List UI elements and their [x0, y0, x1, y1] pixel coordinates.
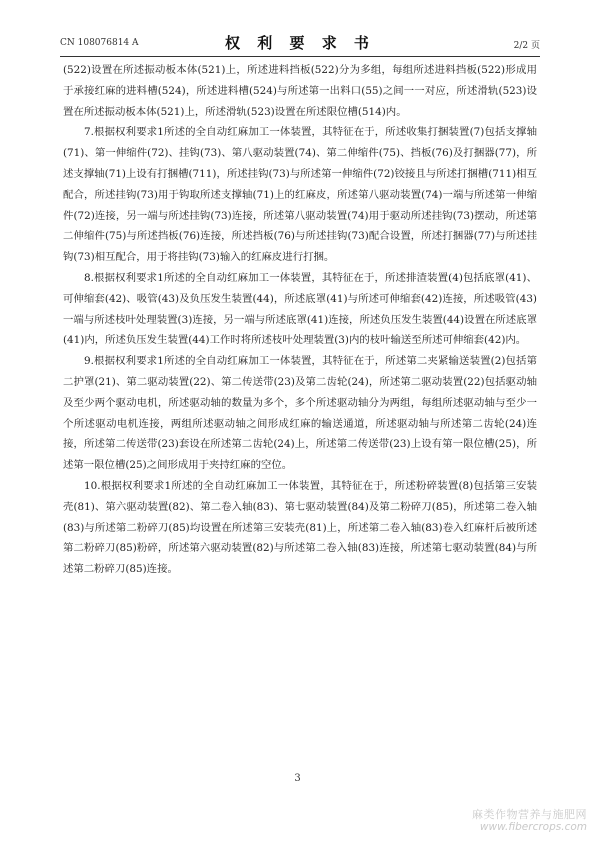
- claim-6-continuation: (522)设置在所述振动板本体(521)上，所述进料挡板(522)分为多组，每组所述进料挡板(522)形成用于承接红麻的进料槽(524)，所述进料槽(524)与所述第一出料口(55)之间一一对应，所述滑轨(523)设置在所述振动板本体(521)上，所述滑轨(523)设置在所述限位槽(514)内。: [63, 64, 537, 118]
- claim-9: 9.根据权利要求1所述的全自动红麻加工一体装置，其特征在于，所述第二夹紧输送装置(2)包括第二护罩(21)、第二驱动装置(22)、第二传送带(23)及第二齿轮(24)，所述第二驱动装置(22)包括驱动轴及至少两个驱动电机，所述驱动轴的数量为多个，多个所述驱动轴分为两组，每组所述驱动轴与至少一个所述驱动电机连接，两组所述驱动轴之间形成红麻的输送通道，所述驱动轴与所述第二齿轮(24)连接，所述第二传送带(23)套设在所述第二齿轮(24)上，所述第二传送带(23)上设有第一限位槽(25)，所述第一限位槽(25)之间形成用于夹持红麻的空位。: [63, 355, 537, 472]
- page-number: 3: [294, 773, 301, 784]
- watermark-url: www.fibercrops.com: [479, 821, 587, 833]
- page-indicator: 2/2 页: [513, 41, 540, 51]
- page-header: [60, 30, 540, 57]
- document-title: 权 利 要 求 书: [225, 34, 375, 52]
- claim-7: 7.根据权利要求1所述的全自动红麻加工一体装置，其特征在于，所述收集打捆装置(7)包括支撑轴(71)、第一伸缩件(72)、挂钩(73)、第八驱动装置(74)、第二伸缩件(75)、挡板(76)及打捆器(77)，所述支撑轴(71)上设有打捆槽(711)，所述挂钩(73)与所述第一伸缩件(72)铰接且与所述打捆槽(711)相互配合，所述挂钩(73)用于钩取所述支撑轴(71)上的红麻皮，所述第八驱动装置(74)一端与所述第一伸缩件(72)连接，另一端与所述挂钩(73)连接，所述第八驱动装置(74)用于驱动所述挂钩(73)摆动，所述第二伸缩件(75)与所述挡板(76)连接，所述挡板(76)与所述挂钩(73)配合设置，所述打捆器(77)与所述挂钩(73)相互配合，用于将挂钩(73)输入的红麻皮进行打捆。: [63, 126, 537, 264]
- patent-number: CN 108076814 A: [60, 38, 139, 48]
- claims-body: [63, 60, 537, 580]
- watermark-site-name: 麻类作物营养与施肥网: [472, 808, 587, 821]
- claim-8: 8.根据权利要求1所述的全自动红麻加工一体装置，其特征在于，所述排渣装置(4)包括底罩(41)、可伸缩套(42)、吸管(43)及负压发生装置(44)，所述底罩(41)与所述可伸缩套(42)连接，所述吸管(43)一端与所述枝叶处理装置(3)连接，另一端与所述底罩(41)连接，所述负压发生装置(44)设置在所述底罩(41)内，所述负压发生装置(44)工作时将所述枝叶处理装置(3)内的枝叶输送至所述可伸缩套(42)内。: [63, 271, 537, 347]
- watermark: [472, 808, 587, 834]
- claim-10: 10.根据权利要求1所述的全自动红麻加工一体装置，其特征在于，所述粉碎装置(8)包括第三安装壳(81)、第六驱动装置(82)、第二卷入轴(83)、第七驱动装置(84)及第二粉碎刀(85)，所述第二卷入轴(83)与所述第二粉碎刀(85)均设置在所述第三安装壳(81)上，所述第二卷入轴(83)卷入红麻杆后被所述第二粉碎刀(85)粉碎，所述第六驱动装置(82)与所述第二卷入轴(83)连接，所述第七驱动装置(84)与所述第二粉碎刀(85)连接。: [63, 479, 537, 576]
